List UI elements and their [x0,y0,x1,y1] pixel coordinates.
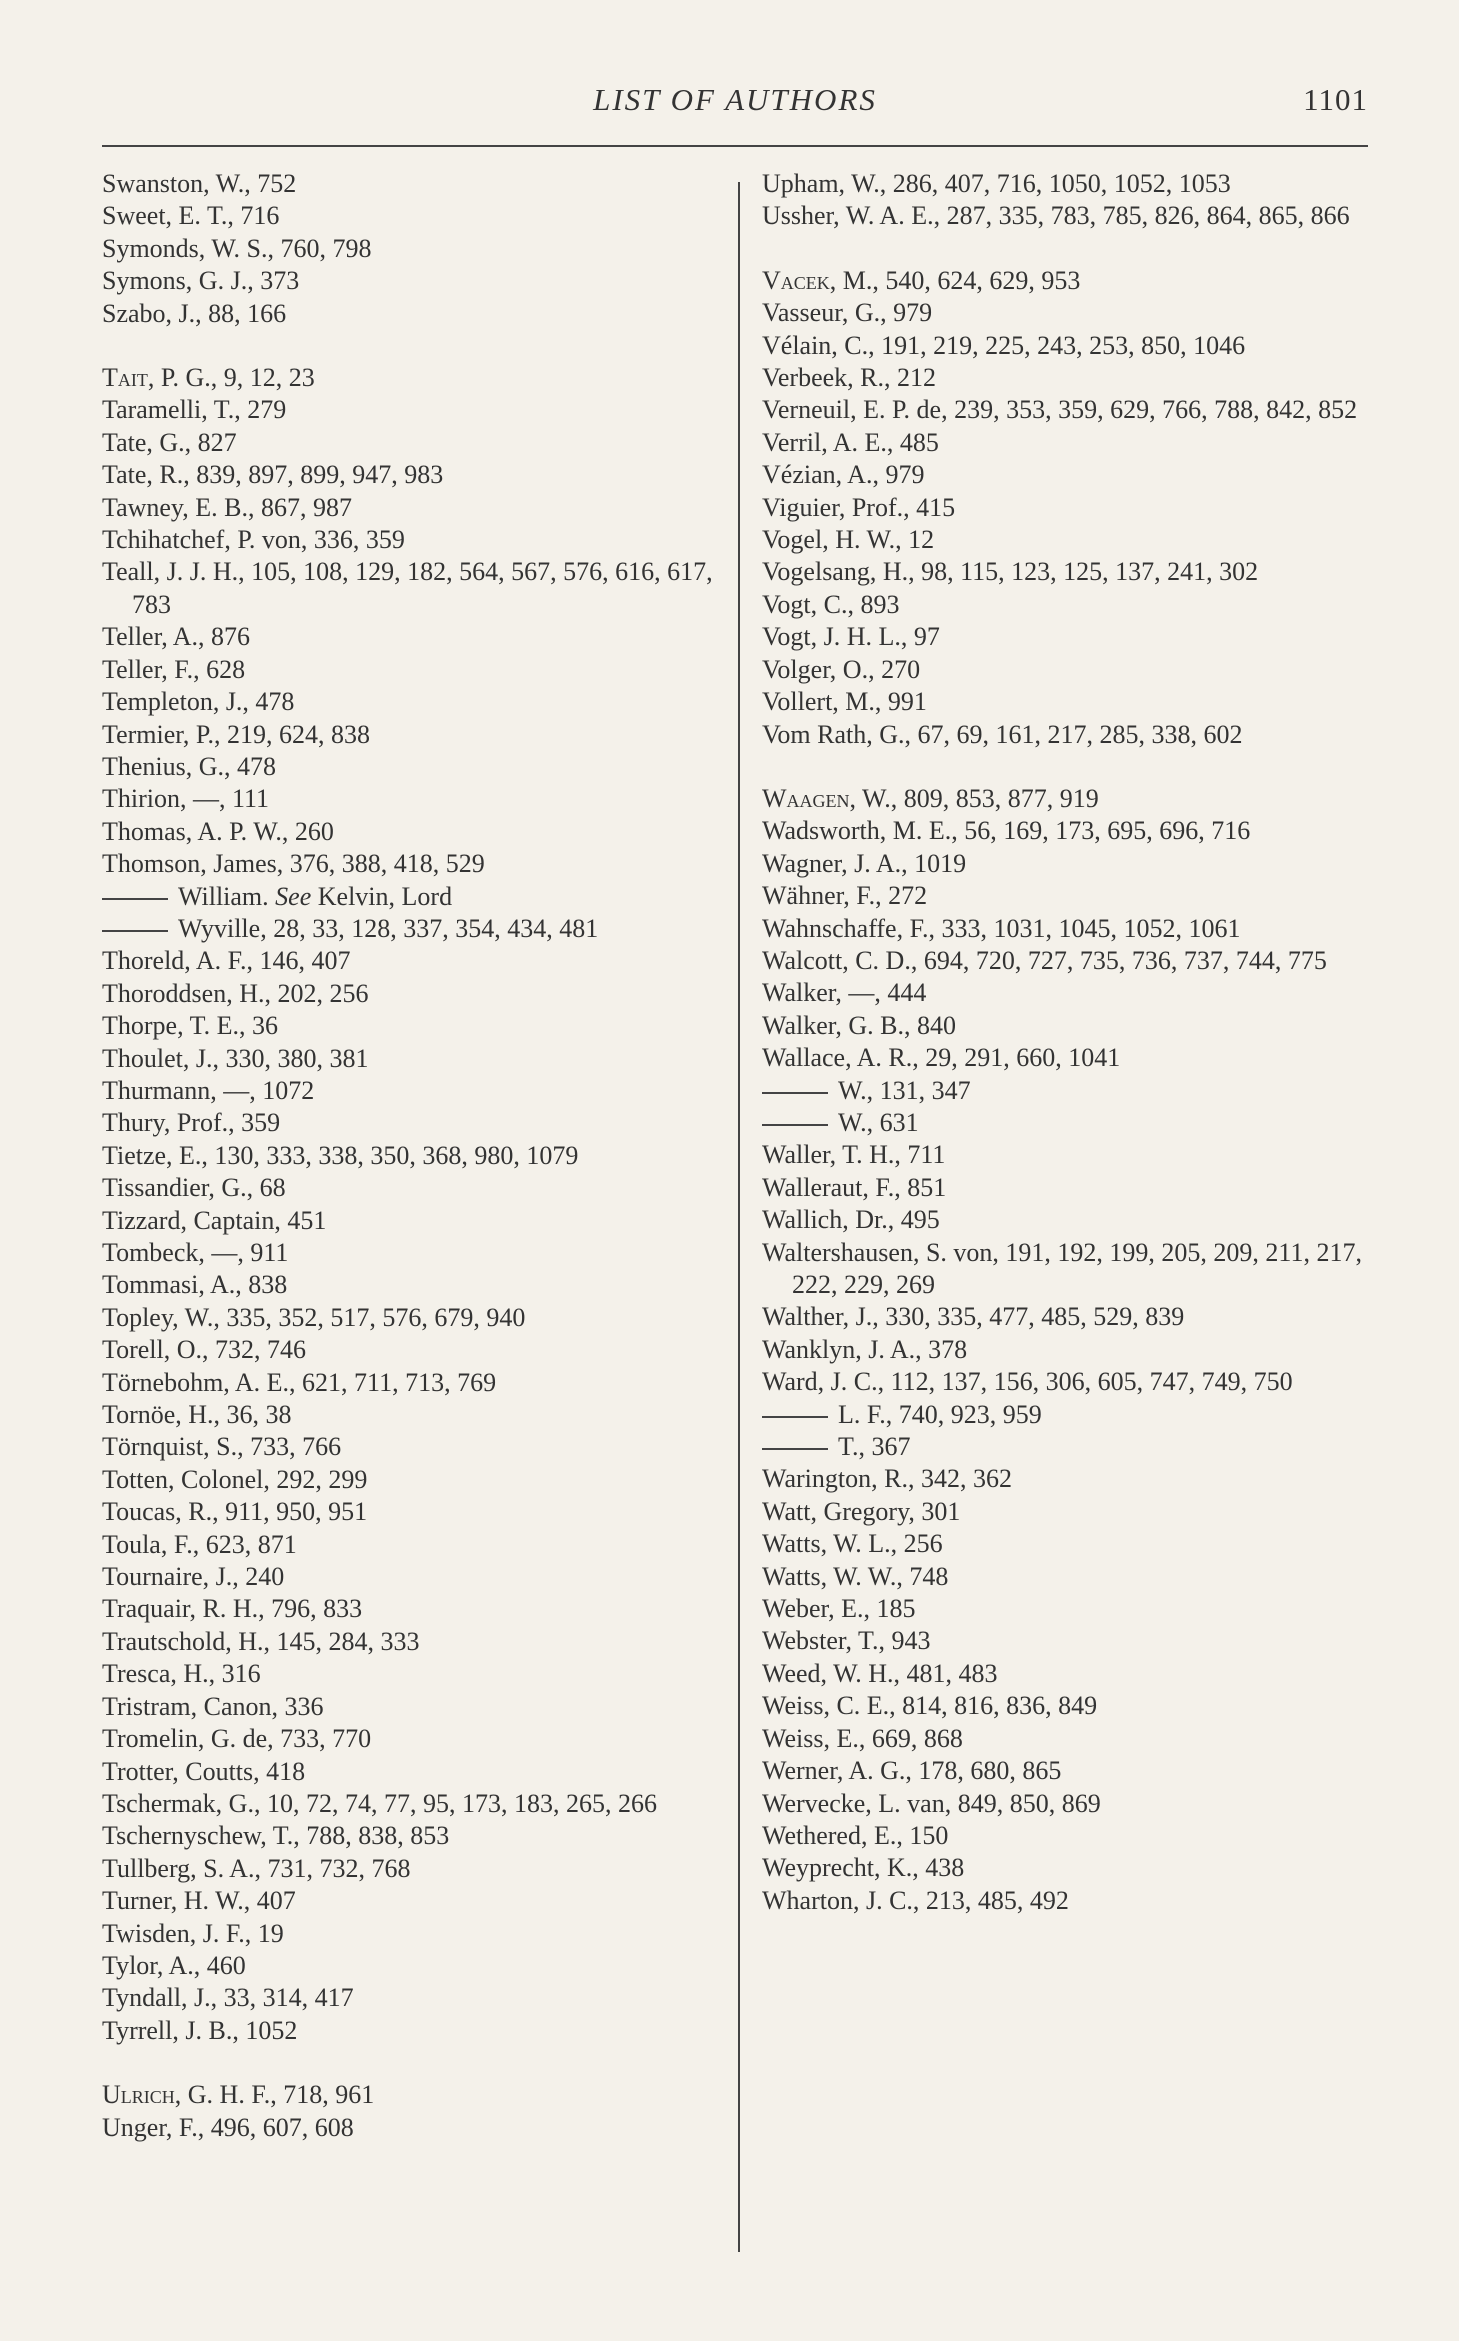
entry-text: Tschernyschew, T., 788, 838, 853 [102,1821,450,1851]
index-entry [762,1820,1368,1852]
entry-text: Wähner, F., 272 [762,881,928,911]
entry-initial-surname: Ulrich, [102,2080,182,2110]
index-entry [762,1204,1368,1236]
index-entry [762,1885,1368,1917]
index-entry [102,1140,714,1172]
index-entry [762,977,1368,1009]
index-entry [102,459,714,491]
entry-text: Tizzard, Captain, 451 [102,1205,327,1235]
entry-text: Templeton, J., 478 [102,687,295,717]
entry-initial-surname: Vacek, [762,265,837,295]
index-entry [102,1561,714,1593]
entry-text: Vogel, H. W., 12 [762,525,935,555]
index-entry [762,1075,1368,1107]
entry-text: Vom Rath, G., 67, 69, 161, 217, 285, 338, 602 [762,719,1243,749]
entry-text: Taramelli, T., 279 [102,395,287,425]
index-entry [762,1463,1368,1495]
index-entry [102,1691,714,1723]
index-entry [102,1723,714,1755]
entry-text: Sweet, E. T., 716 [102,201,280,231]
index-entry [102,2112,714,2144]
ditto-rule [102,930,168,932]
running-title: LIST OF AUTHORS [593,82,877,117]
index-entry [762,686,1368,718]
index-entry [762,913,1368,945]
entry-text: Thoulet, J., 330, 380, 381 [102,1043,369,1073]
section-gap [102,2047,714,2079]
index-entry [102,1269,714,1301]
entry-text: Termier, P., 219, 624, 838 [102,719,370,749]
entry-text: Walker, —, 444 [762,978,927,1008]
index-entry [762,459,1368,491]
entry-text-after: Kelvin, Lord [311,881,453,911]
index-entry [762,1366,1368,1398]
entry-text: Tylor, A., 460 [102,1950,246,1980]
ditto-rule [762,1416,828,1418]
index-entry [102,1010,714,1042]
entry-text: Swanston, W., 752 [102,169,297,198]
index-entry [762,1852,1368,1884]
entry-text: Tyndall, J., 33, 314, 417 [102,1983,354,2013]
index-entry [762,362,1368,394]
index-entry [762,297,1368,329]
index-entry [762,1593,1368,1625]
index-entry [102,1658,714,1690]
entry-text: Torell, O., 732, 746 [102,1335,306,1365]
entry-text: Tyrrell, J. B., 1052 [102,2015,298,2045]
index-entry [102,881,714,913]
index-entry [102,200,714,232]
ditto-rule [102,898,168,900]
entry-text: Watts, W. W., 748 [762,1561,949,1591]
index-entry [102,848,714,880]
ditto-rule [762,1448,828,1450]
index-entry [102,2079,714,2111]
entry-text: G. H. F., 718, 961 [181,2080,375,2110]
entry-text: Watts, W. L., 256 [762,1529,943,1559]
running-head [102,78,1368,128]
index-entry [102,1399,714,1431]
index-entry [102,1043,714,1075]
entry-text: Szabo, J., 88, 166 [102,298,287,328]
entry-text: Wanklyn, J. A., 378 [762,1334,968,1364]
entry-text: T., 367 [838,1432,911,1462]
index-entry [762,1528,1368,1560]
entry-text: Törnquist, S., 733, 766 [102,1432,342,1462]
index-entry [762,848,1368,880]
index-entry [762,265,1368,297]
entry-text: Tullberg, S. A., 731, 732, 768 [102,1853,411,1883]
entry-text: Upham, W., 286, 407, 716, 1050, 1052, 1053 [762,169,1231,198]
entry-text: Wadsworth, M. E., 56, 169, 173, 695, 696, 716 [762,816,1251,846]
see-reference: See [275,881,312,911]
entry-text: Tchihatchef, P. von, 336, 359 [102,525,405,555]
index-entry [762,492,1368,524]
section-gap [762,233,1368,265]
ditto-rule [762,1092,828,1094]
index-entry [762,880,1368,912]
index-entry [102,816,714,848]
index-entry [762,1755,1368,1787]
entry-text: Teller, F., 628 [102,654,246,684]
entry-text: Verbeek, R., 212 [762,363,937,393]
entry-text: Webster, T., 943 [762,1626,931,1656]
index-entry [102,1334,714,1366]
entry-text: Wharton, J. C., 213, 485, 492 [762,1885,1069,1915]
entry-text: Wethered, E., 150 [762,1820,949,1850]
index-entry [102,751,714,783]
entry-text: Wahnschaffe, F., 333, 1031, 1045, 1052, 1061 [762,913,1241,943]
entry-text: Trautschold, H., 145, 284, 333 [102,1626,420,1656]
entry-text: Weiss, E., 669, 868 [762,1723,963,1753]
entry-text: Verril, A. E., 485 [762,427,939,457]
entry-text: Wallace, A. R., 29, 291, 660, 1041 [762,1043,1121,1073]
index-entry [102,1367,714,1399]
entry-text: Traquair, R. H., 796, 833 [102,1594,363,1624]
entry-text: Tissandier, G., 68 [102,1173,286,1203]
entry-text: Tate, G., 827 [102,427,237,457]
index-entry [102,1853,714,1885]
index-entry [762,1723,1368,1755]
entry-text: Weber, E., 185 [762,1594,916,1624]
index-entry [762,1172,1368,1204]
index-entry [762,524,1368,556]
entry-text: Vogt, C., 893 [762,589,900,619]
index-entry [102,1431,714,1463]
index-entry [102,524,714,556]
entry-text: Wagner, J. A., 1019 [762,848,967,878]
index-entry [102,1529,714,1561]
entry-text: Werner, A. G., 178, 680, 865 [762,1756,1062,1786]
column-divider [738,182,740,2252]
entry-text: Thorpe, T. E., 36 [102,1011,278,1041]
entry-text: Tombeck, —, 911 [102,1238,289,1267]
entry-text: Thoroddsen, H., 202, 256 [102,978,369,1008]
index-entry [102,556,714,621]
index-entry [102,1237,714,1269]
entry-text: Thomas, A. P. W., 260 [102,816,334,846]
entry-text: Tristram, Canon, 336 [102,1691,324,1721]
index-entry [762,1561,1368,1593]
entry-text: Vasseur, G., 979 [762,298,933,328]
header-rule [102,145,1368,147]
entry-text: Warington, R., 342, 362 [762,1464,1012,1494]
index-entry [762,168,1368,200]
right-column [762,168,1368,1917]
entry-text: Weiss, C. E., 814, 816, 836, 849 [762,1691,1098,1721]
index-entry [102,298,714,330]
index-entry [102,492,714,524]
index-entry [762,200,1368,232]
entry-text: Weyprecht, K., 438 [762,1853,965,1883]
index-entry [102,783,714,815]
entry-text: Tietze, E., 130, 333, 338, 350, 368, 980, 1079 [102,1140,579,1170]
index-entry [102,1950,714,1982]
entry-text: Symonds, W. S., 760, 798 [102,233,372,263]
index-entry [102,913,714,945]
index-entry [762,589,1368,621]
index-entry [762,1139,1368,1171]
index-entry [102,686,714,718]
entry-text: W., 809, 853, 877, 919 [856,783,1099,813]
index-entry [102,1172,714,1204]
entry-text: Topley, W., 335, 352, 517, 576, 679, 940 [102,1302,526,1332]
entry-text: Trotter, Coutts, 418 [102,1756,306,1786]
index-entry [102,233,714,265]
entry-text: Tresca, H., 316 [102,1659,261,1689]
entry-text: Toula, F., 623, 871 [102,1529,297,1559]
entry-text: Törnebohm, A. E., 621, 711, 713, 769 [102,1367,497,1397]
index-entry [762,1237,1368,1302]
entry-text: Tawney, E. B., 867, 987 [102,492,352,522]
index-entry [762,719,1368,751]
index-entry [762,1658,1368,1690]
entry-text: Vogelsang, H., 98, 115, 123, 125, 137, 241, 302 [762,557,1259,587]
entry-text: Ussher, W. A. E., 287, 335, 783, 785, 826, 864, 865, 866 [762,201,1350,231]
entry-text: Vollert, M., 991 [762,687,927,717]
index-entry [102,1107,714,1139]
entry-text: Tromelin, G. de, 733, 770 [102,1724,372,1754]
entry-text: Tate, R., 839, 897, 899, 947, 983 [102,460,444,490]
index-entry [762,1788,1368,1820]
entry-text: M., 540, 624, 629, 953 [836,265,1081,295]
index-entry [102,621,714,653]
entry-text: Walther, J., 330, 335, 477, 485, 529, 839 [762,1302,1185,1332]
entry-text: Watt, Gregory, 301 [762,1496,961,1526]
entry-initial-surname: Waagen, [762,783,857,813]
left-column [102,168,714,2144]
index-entry [762,1301,1368,1333]
index-entry [102,1593,714,1625]
entry-text: Toucas, R., 911, 950, 951 [102,1497,368,1527]
entry-text: Twisden, J. F., 19 [102,1918,284,1948]
index-entry [102,945,714,977]
entry-text: Thomson, James, 376, 388, 418, 529 [102,849,485,879]
index-entry [762,783,1368,815]
index-entry [102,1820,714,1852]
entry-initial-surname: Tait, [102,363,155,393]
index-entry [762,654,1368,686]
entry-text: Ward, J. C., 112, 137, 156, 306, 605, 747, 749, 750 [762,1367,1293,1397]
index-entry [102,362,714,394]
index-entry [102,654,714,686]
index-entry [762,1625,1368,1657]
index-entry [762,945,1368,977]
entry-text: Volger, O., 270 [762,654,921,684]
entry-text: William. [178,881,276,911]
index-entry [762,1431,1368,1463]
entry-text: W., 131, 347 [838,1075,971,1105]
index-entry [762,1690,1368,1722]
index-entry [102,265,714,297]
index-entry [762,815,1368,847]
entry-text: W., 631 [838,1107,919,1137]
entry-text: Wyville, 28, 33, 128, 337, 354, 434, 481 [178,913,599,943]
entry-text: Thenius, G., 478 [102,751,277,781]
entry-text: Wervecke, L. van, 849, 850, 869 [762,1788,1101,1818]
section-gap [102,330,714,362]
index-entry [762,556,1368,588]
entry-text: L. F., 740, 923, 959 [838,1399,1042,1429]
entry-text: P. G., 9, 12, 23 [154,363,315,393]
index-entry [102,1885,714,1917]
entry-text: Thoreld, A. F., 146, 407 [102,946,351,976]
index-entry [102,1626,714,1658]
index-entry [762,1010,1368,1042]
ditto-rule [762,1124,828,1126]
entry-text: Walleraut, F., 851 [762,1172,947,1202]
index-entry [102,719,714,751]
index-entry [102,2015,714,2047]
index-entry [102,1302,714,1334]
index-entry [102,1075,714,1107]
page-number: 1101 [1303,82,1368,117]
index-entry [762,621,1368,653]
index-entry [102,394,714,426]
entry-text: Unger, F., 496, 607, 608 [102,2112,354,2142]
entry-text: Teall, J. J. H., 105, 108, 129, 182, 564, 567, 576, 616, 617, 783 [102,557,713,619]
index-entry [102,978,714,1010]
entry-text: Vogt, J. H. L., 97 [762,622,940,652]
entry-text: Waller, T. H., 711 [762,1140,946,1170]
index-entry [102,427,714,459]
index-entry [762,394,1368,426]
entry-text: Totten, Colonel, 292, 299 [102,1464,368,1494]
entry-text: Tornöe, H., 36, 38 [102,1400,292,1430]
entry-text: Thurmann, —, 1072 [102,1075,315,1105]
entry-text: Walker, G. B., 840 [762,1010,956,1040]
entry-text: Walcott, C. D., 694, 720, 727, 735, 736, 737, 744, 775 [762,945,1327,975]
index-entry [762,1496,1368,1528]
entry-text: Vélain, C., 191, 219, 225, 243, 253, 850, 1046 [762,330,1246,360]
index-entry [102,1205,714,1237]
entry-text: Tschermak, G., 10, 72, 74, 77, 95, 173, 183, 265, 266 [102,1788,657,1818]
entry-text: Viguier, Prof., 415 [762,492,956,522]
index-entry [102,1464,714,1496]
entry-text: Tommasi, A., 838 [102,1270,288,1300]
index-entry [762,330,1368,362]
index-entry [762,427,1368,459]
entry-text: Tournaire, J., 240 [102,1562,285,1592]
entry-text: Verneuil, E. P. de, 239, 353, 359, 629, 766, 788, 842, 852 [762,395,1358,425]
entry-text: Thury, Prof., 359 [102,1108,281,1138]
index-entry [102,168,714,200]
index-entry [102,1496,714,1528]
index-entry [762,1107,1368,1139]
entry-text: Thirion, —, 111 [102,784,270,814]
entry-text: Waltershausen, S. von, 191, 192, 199, 205, 209, 211, 217, 222, 229, 269 [762,1237,1362,1299]
entry-text: Symons, G. J., 373 [102,266,300,296]
index-entry [102,1756,714,1788]
entry-text: Teller, A., 876 [102,622,251,652]
entry-text: Weed, W. H., 481, 483 [762,1658,998,1688]
index-entry [762,1399,1368,1431]
index-entry [102,1982,714,2014]
index-entry [102,1788,714,1820]
section-gap [762,751,1368,783]
index-entry [762,1334,1368,1366]
entry-text: Wallich, Dr., 495 [762,1205,940,1235]
entry-text: Vézian, A., 979 [762,460,925,490]
entry-text: Turner, H. W., 407 [102,1886,296,1916]
index-entry [102,1918,714,1950]
index-entry [762,1042,1368,1074]
